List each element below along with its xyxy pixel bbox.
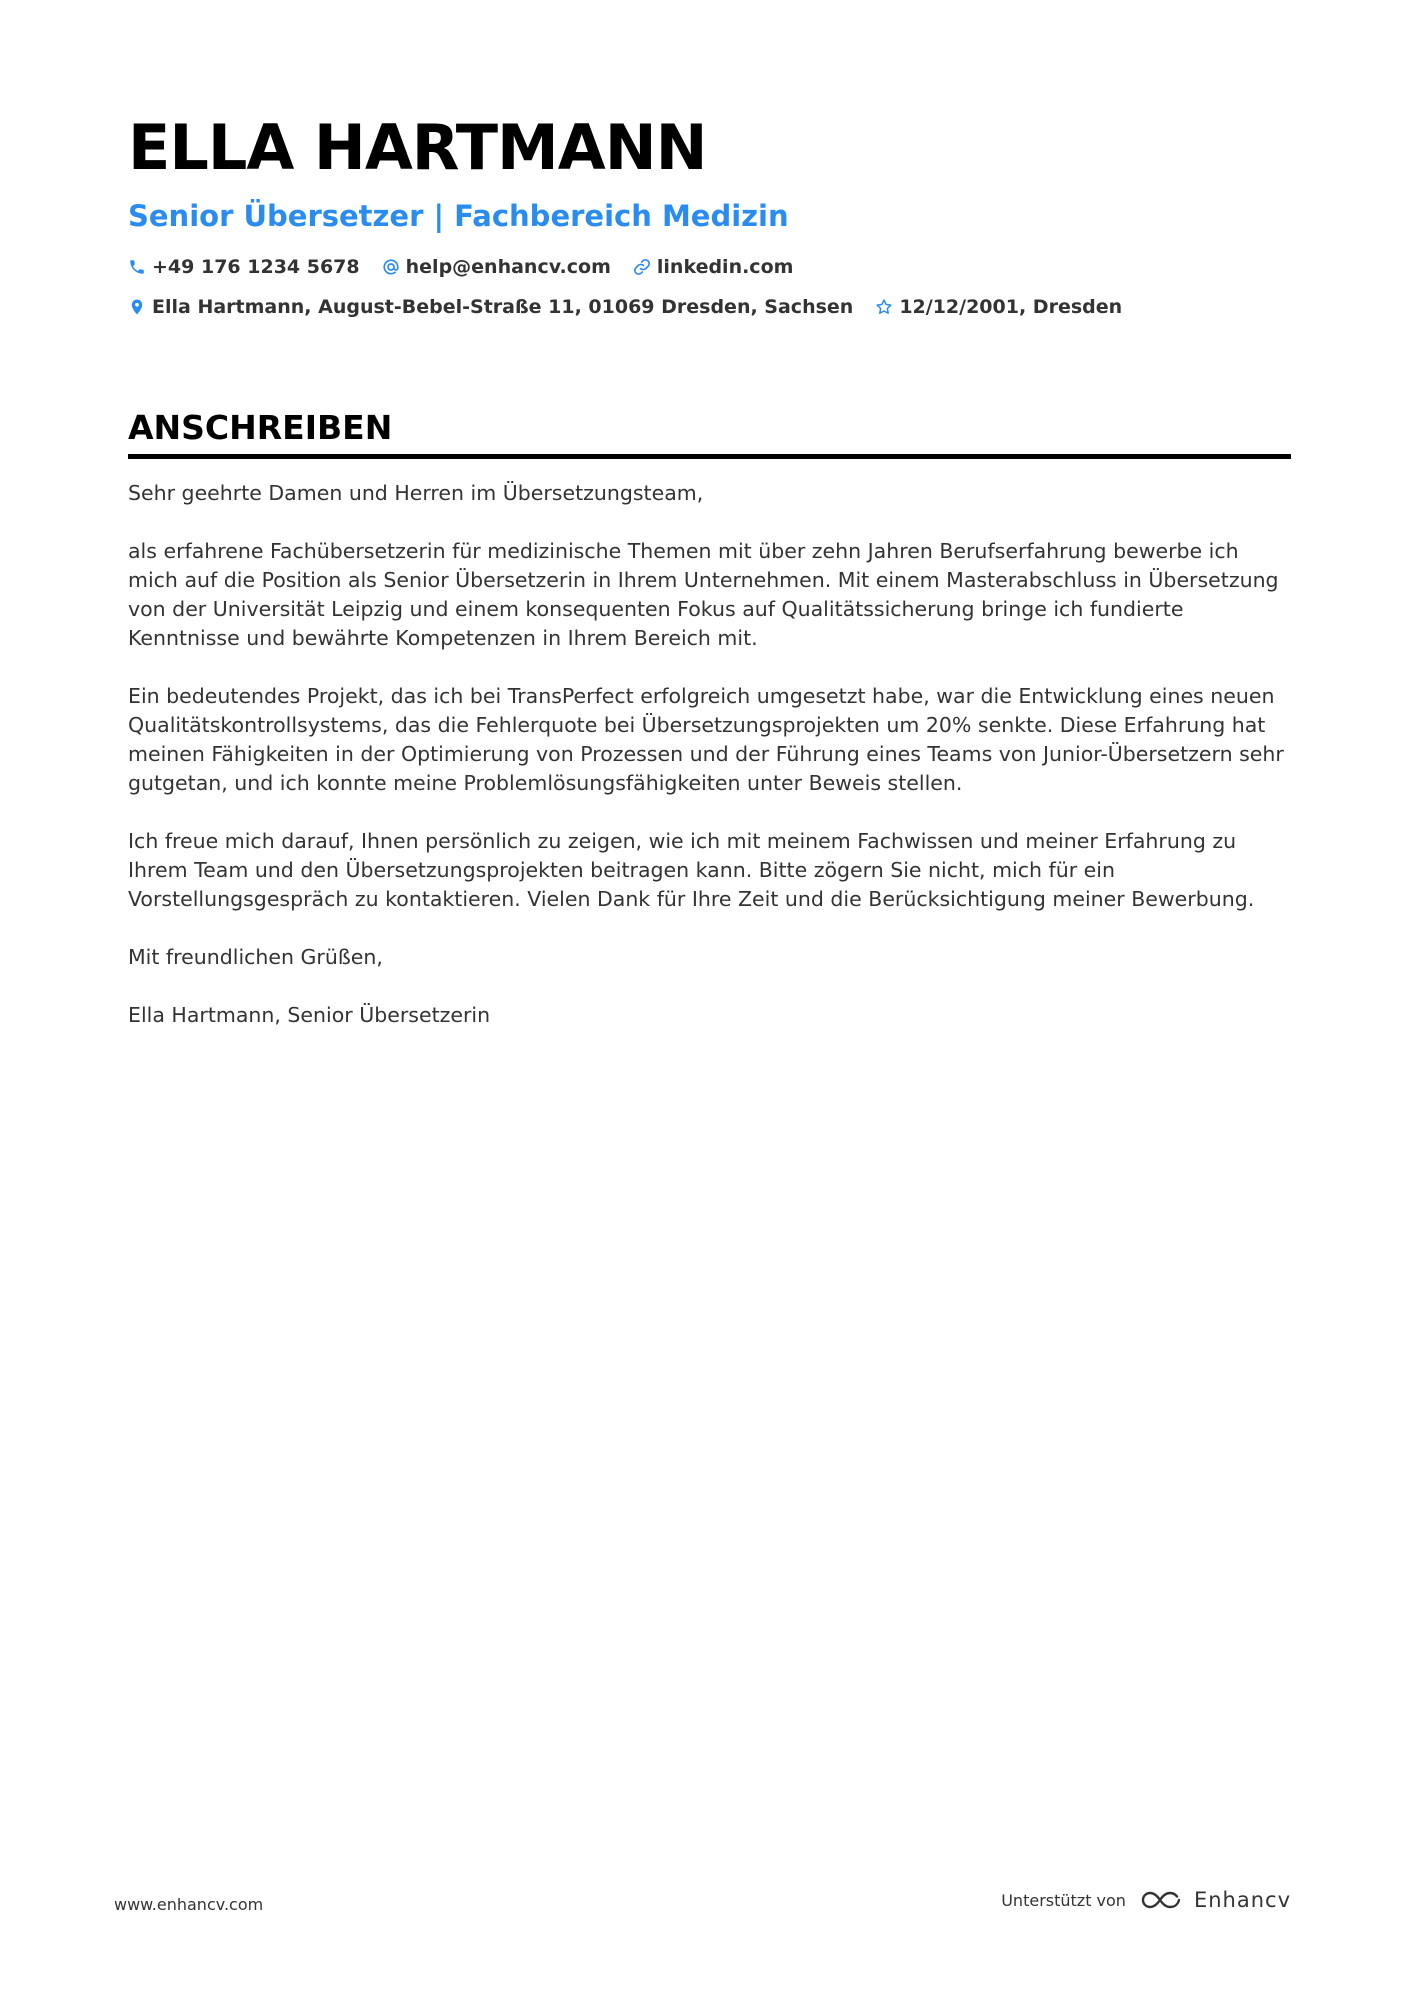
header <box>128 108 1291 320</box>
job-title: Senior Übersetzer | Fachbereich Medizin <box>128 199 789 233</box>
birth-text: 12/12/2001, Dresden <box>899 296 1123 318</box>
contact-birth <box>875 296 1122 318</box>
contact-address <box>128 296 853 318</box>
contact-linkedin[interactable] <box>633 256 794 278</box>
enhancv-logo-icon <box>1138 1887 1182 1913</box>
powered-by-text: Unterstützt von <box>1001 1890 1126 1910</box>
contact-row-primary <box>128 254 1291 280</box>
footer-website[interactable]: www.enhancv.com <box>114 1895 264 1914</box>
contact-phone[interactable] <box>128 256 360 278</box>
salutation: Sehr geehrte Damen und Herren im Übersetzungsteam, <box>128 481 704 505</box>
section-divider <box>128 454 1291 459</box>
contact-email[interactable] <box>382 256 611 278</box>
signature: Ella Hartmann, Senior Übersetzerin <box>128 1003 491 1027</box>
footer-branding <box>1001 1887 1291 1913</box>
cover-letter-section <box>128 406 1291 1059</box>
address-text: Ella Hartmann, August-Bebel-Straße 11, 01069 Dresden, Sachsen <box>152 296 854 318</box>
brand-name: Enhancv <box>1193 1888 1291 1912</box>
linkedin-text: linkedin.com <box>656 256 794 278</box>
applicant-name: ELLA HARTMANN <box>128 111 707 184</box>
closing: Mit freundlichen Grüßen, <box>128 945 383 969</box>
email-text: help@enhancv.com <box>405 256 611 278</box>
at-icon <box>382 258 400 276</box>
location-pin-icon <box>128 298 146 316</box>
letter-body <box>128 479 1291 1030</box>
phone-icon <box>128 258 146 276</box>
link-icon <box>633 258 651 276</box>
phone-text: +49 176 1234 5678 <box>152 256 360 278</box>
section-title: ANSCHREIBEN <box>128 408 393 447</box>
letter-paragraph: Ein bedeutendes Projekt, das ich bei TransPerfect erfolgreich umgesetzt habe, war die Entwicklung eines neuen Qualitätskontrollsystems, das die Fehlerquote bei Übersetzungsprojekten um 20% senkte. Diese Erfahrung hat meinen Fähigkeiten in der Optimierung von Prozessen und der Führung eines Teams von Junior-Übersetzern sehr gutgetan, und ich konnte meine Problemlösungsfähigkeiten unter Beweis stellen. <box>128 684 1284 795</box>
contact-row-secondary <box>128 294 1291 320</box>
letter-paragraph: Ich freue mich darauf, Ihnen persönlich zu zeigen, wie ich mit meinem Fachwissen und meiner Erfahrung zu Ihrem Team und den Übersetzungsprojekten beitragen kann. Bitte zögern Sie nicht, mich für ein Vorstellungsgespräch zu kontaktieren. Vielen Dank für Ihre Zeit und die Berücksichtigung meiner Bewerbung. <box>128 829 1255 911</box>
letter-paragraph: als erfahrene Fachübersetzerin für medizinische Themen mit über zehn Jahren Berufserfahrung bewerbe ich mich auf die Position als Senior Übersetzerin in Ihrem Unternehmen. Mit einem Masterabschluss in Übersetzung von der Universität Leipzig und einem konsequenten Fokus auf Qualitätssicherung bringe ich fundierte Kenntnisse und bewährte Kompetenzen in Ihrem Bereich mit. <box>128 539 1279 650</box>
star-icon <box>875 298 893 316</box>
